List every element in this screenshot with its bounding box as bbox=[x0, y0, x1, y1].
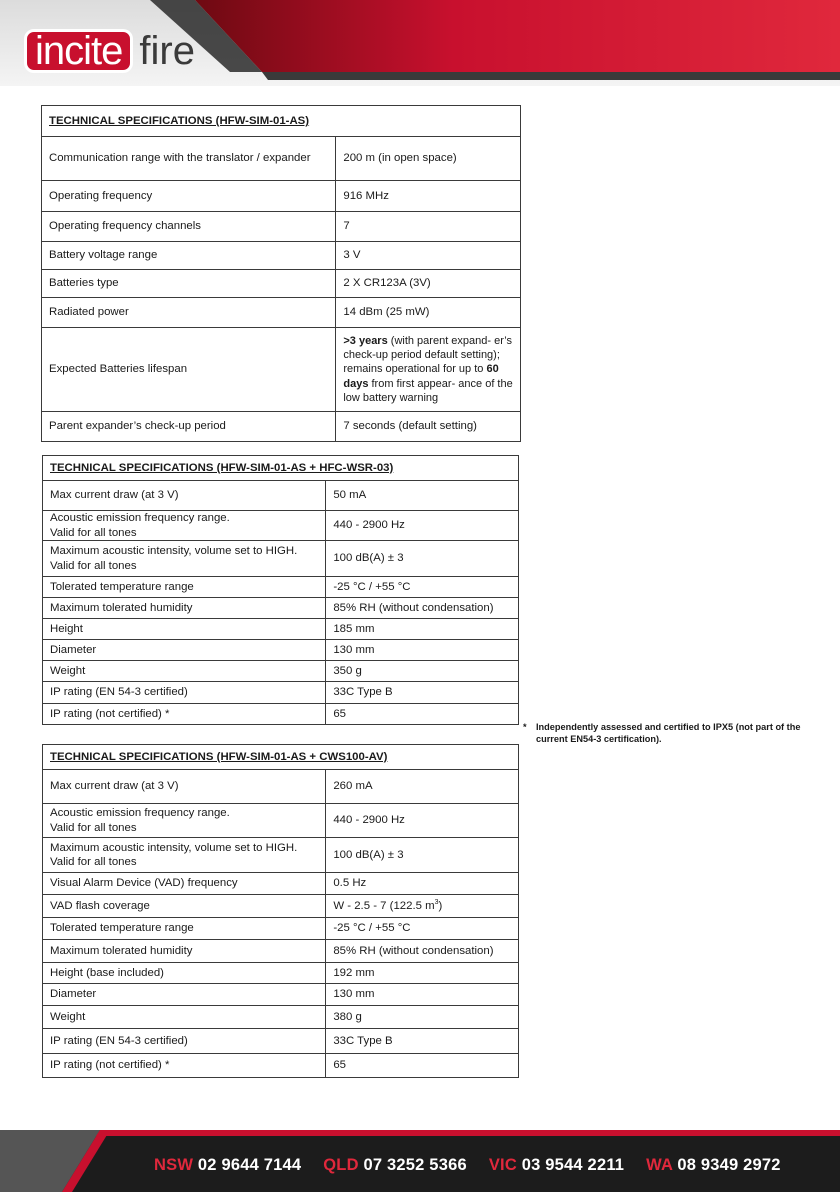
spec-value: 14 dBm (25 mW) bbox=[336, 298, 521, 328]
spec-value: 100 dB(A) ± 3 bbox=[326, 541, 519, 577]
spec-label: IP rating (EN 54-3 certified) bbox=[43, 1029, 326, 1054]
spec-label: Diameter bbox=[43, 984, 326, 1006]
spec-value: 440 - 2900 Hz bbox=[326, 804, 519, 838]
spec-label: Diameter bbox=[43, 640, 326, 661]
label-line: Valid for all tones bbox=[50, 856, 137, 868]
spec-label bbox=[43, 838, 326, 873]
state-label: WA bbox=[646, 1155, 673, 1174]
spec-label: Communication range with the translator / expander bbox=[42, 137, 336, 181]
spec-value: 130 mm bbox=[326, 984, 519, 1006]
table-row bbox=[43, 940, 519, 963]
label-line: Valid for all tones bbox=[50, 526, 137, 539]
table-row bbox=[43, 661, 519, 682]
spec-label: Max current draw (at 3 V) bbox=[43, 481, 326, 511]
table-row bbox=[43, 1054, 519, 1078]
table-row bbox=[43, 541, 519, 577]
spec-value: 7 seconds (default setting) bbox=[336, 412, 521, 442]
table-row bbox=[43, 481, 519, 511]
contact-qld bbox=[323, 1156, 467, 1175]
table-row bbox=[43, 895, 519, 918]
spec-label: Max current draw (at 3 V) bbox=[43, 770, 326, 804]
spec-value: 916 MHz bbox=[336, 181, 521, 212]
table-row bbox=[42, 412, 521, 442]
spec-label: Maximum tolerated humidity bbox=[43, 598, 326, 619]
table-row bbox=[43, 963, 519, 984]
spec-value: 380 g bbox=[326, 1006, 519, 1029]
table-row bbox=[43, 918, 519, 940]
contact-wa bbox=[646, 1156, 781, 1175]
spec-label: Weight bbox=[43, 1006, 326, 1029]
label-line: Acoustic emission frequency range. bbox=[50, 512, 230, 525]
spec-label: Height (base included) bbox=[43, 963, 326, 984]
label-line: Maximum acoustic intensity, volume set to HIGH. bbox=[50, 841, 298, 854]
spec-label: IP rating (not certified) * bbox=[43, 1054, 326, 1078]
spec-label: VAD flash coverage bbox=[43, 895, 326, 918]
spec-value: 7 bbox=[336, 212, 521, 242]
spec-label: Operating frequency channels bbox=[42, 212, 336, 242]
spec-label: IP rating (EN 54-3 certified) bbox=[43, 682, 326, 704]
spec-value: 440 - 2900 Hz bbox=[326, 511, 519, 541]
spec-value bbox=[336, 328, 521, 412]
spec-value: 260 mA bbox=[326, 770, 519, 804]
table-row bbox=[42, 298, 521, 328]
table-row bbox=[42, 212, 521, 242]
spec-value: 200 m (in open space) bbox=[336, 137, 521, 181]
phone-number: 02 9644 7144 bbox=[197, 1155, 302, 1174]
table-heading: TECHNICAL SPECIFICATIONS (HFW-SIM-01-AS + HFC-WSR-03) bbox=[43, 456, 519, 481]
spec-table-wsr bbox=[42, 455, 519, 725]
spec-value: 2 X CR123A (3V) bbox=[336, 270, 521, 298]
spec-value: 65 bbox=[326, 704, 519, 725]
spec-value: 100 dB(A) ± 3 bbox=[326, 838, 519, 873]
spec-value: 0.5 Hz bbox=[326, 873, 519, 895]
logo-word-incite: incite bbox=[35, 29, 123, 73]
table-row bbox=[43, 704, 519, 725]
phone-number: 07 3252 5366 bbox=[363, 1155, 467, 1174]
state-label: VIC bbox=[488, 1155, 517, 1174]
state-label: NSW bbox=[154, 1155, 194, 1174]
spec-value: 192 mm bbox=[326, 963, 519, 984]
logo-word-fire: fire bbox=[139, 29, 195, 73]
spec-value: 33C Type B bbox=[326, 682, 519, 704]
spec-label: Operating frequency bbox=[42, 181, 336, 212]
spec-label: Weight bbox=[43, 661, 326, 682]
label-line: Acoustic emission frequency range. bbox=[50, 807, 230, 820]
spec-value: 85% RH (without condensation) bbox=[326, 940, 519, 963]
spec-label: Maximum tolerated humidity bbox=[43, 940, 326, 963]
table-row bbox=[43, 598, 519, 619]
contact-vic bbox=[489, 1156, 624, 1175]
bold-lifespan: >3 years bbox=[343, 334, 388, 347]
contact-nsw bbox=[154, 1156, 301, 1175]
cubic-superscript: 3 bbox=[434, 899, 439, 907]
state-label: QLD bbox=[323, 1155, 359, 1174]
table-row bbox=[42, 328, 521, 412]
table-row bbox=[42, 270, 521, 298]
spec-label: Battery voltage range bbox=[42, 242, 336, 270]
spec-label: Height bbox=[43, 619, 326, 640]
lifespan-text: (with parent expand- er’s check-up period default setting); remains operational for up to bbox=[343, 334, 513, 376]
spec-value: 50 mA bbox=[326, 481, 519, 511]
table-row bbox=[43, 640, 519, 661]
spec-value: 185 mm bbox=[326, 619, 519, 640]
contact-phone-list bbox=[0, 1145, 840, 1185]
table-row bbox=[43, 1006, 519, 1029]
spec-value: 130 mm bbox=[326, 640, 519, 661]
bold-days: 60 days bbox=[343, 363, 499, 390]
spec-value: -25 °C / +55 °C bbox=[326, 577, 519, 598]
label-line: Valid for all tones bbox=[50, 821, 137, 834]
table-heading: TECHNICAL SPECIFICATIONS (HFW-SIM-01-AS + CWS100-AV) bbox=[43, 745, 519, 770]
coverage-value: W - 2.5 - 7 (122.5 m bbox=[333, 899, 435, 912]
spec-label: IP rating (not certified) * bbox=[43, 704, 326, 725]
coverage-value-end: ) bbox=[438, 899, 443, 912]
spec-label: Batteries type bbox=[42, 270, 336, 298]
table-row bbox=[43, 577, 519, 598]
table-row bbox=[43, 511, 519, 541]
spec-value: 3 V bbox=[336, 242, 521, 270]
footnote-marker: * bbox=[523, 722, 527, 732]
label-line: Valid for all tones bbox=[50, 559, 137, 572]
spec-table-cws bbox=[42, 744, 519, 1078]
table-row bbox=[43, 873, 519, 895]
logo-badge bbox=[24, 29, 133, 73]
spec-value: 85% RH (without condensation) bbox=[326, 598, 519, 619]
spec-label: Radiated power bbox=[42, 298, 336, 328]
lifespan-text-end: from first appear- ance of the low battery warning bbox=[343, 377, 513, 404]
table-row bbox=[42, 242, 521, 270]
phone-number: 03 9544 2211 bbox=[521, 1155, 625, 1174]
spec-table-sim bbox=[41, 105, 521, 442]
spec-label: Tolerated temperature range bbox=[43, 577, 326, 598]
footnote-text: Independently assessed and certified to IPX5 (not part of the current EN54-3 certification). bbox=[536, 722, 801, 745]
phone-number: 08 9349 2972 bbox=[677, 1155, 781, 1174]
spec-value: 350 g bbox=[326, 661, 519, 682]
spec-label bbox=[43, 511, 326, 541]
spec-value bbox=[326, 895, 519, 918]
spec-value: -25 °C / +55 °C bbox=[326, 918, 519, 940]
spec-label: Expected Batteries lifespan bbox=[42, 328, 336, 412]
spec-label bbox=[43, 541, 326, 577]
incite-fire-logo bbox=[24, 30, 195, 72]
table-row bbox=[43, 619, 519, 640]
table-row bbox=[42, 137, 521, 181]
spec-value: 65 bbox=[326, 1054, 519, 1078]
spec-value: 33C Type B bbox=[326, 1029, 519, 1054]
spec-label: Tolerated temperature range bbox=[43, 918, 326, 940]
label-line: Maximum acoustic intensity, volume set to HIGH. bbox=[50, 545, 298, 558]
footnote bbox=[523, 721, 808, 746]
table-row bbox=[42, 181, 521, 212]
table-row bbox=[43, 804, 519, 838]
table-row bbox=[43, 682, 519, 704]
table-row bbox=[43, 838, 519, 873]
spec-label: Parent expander’s check-up period bbox=[42, 412, 336, 442]
table-row bbox=[43, 770, 519, 804]
spec-label: Visual Alarm Device (VAD) frequency bbox=[43, 873, 326, 895]
spec-label bbox=[43, 804, 326, 838]
table-row bbox=[43, 1029, 519, 1054]
table-heading: TECHNICAL SPECIFICATIONS (HFW-SIM-01-AS) bbox=[42, 106, 521, 137]
table-row bbox=[43, 984, 519, 1006]
